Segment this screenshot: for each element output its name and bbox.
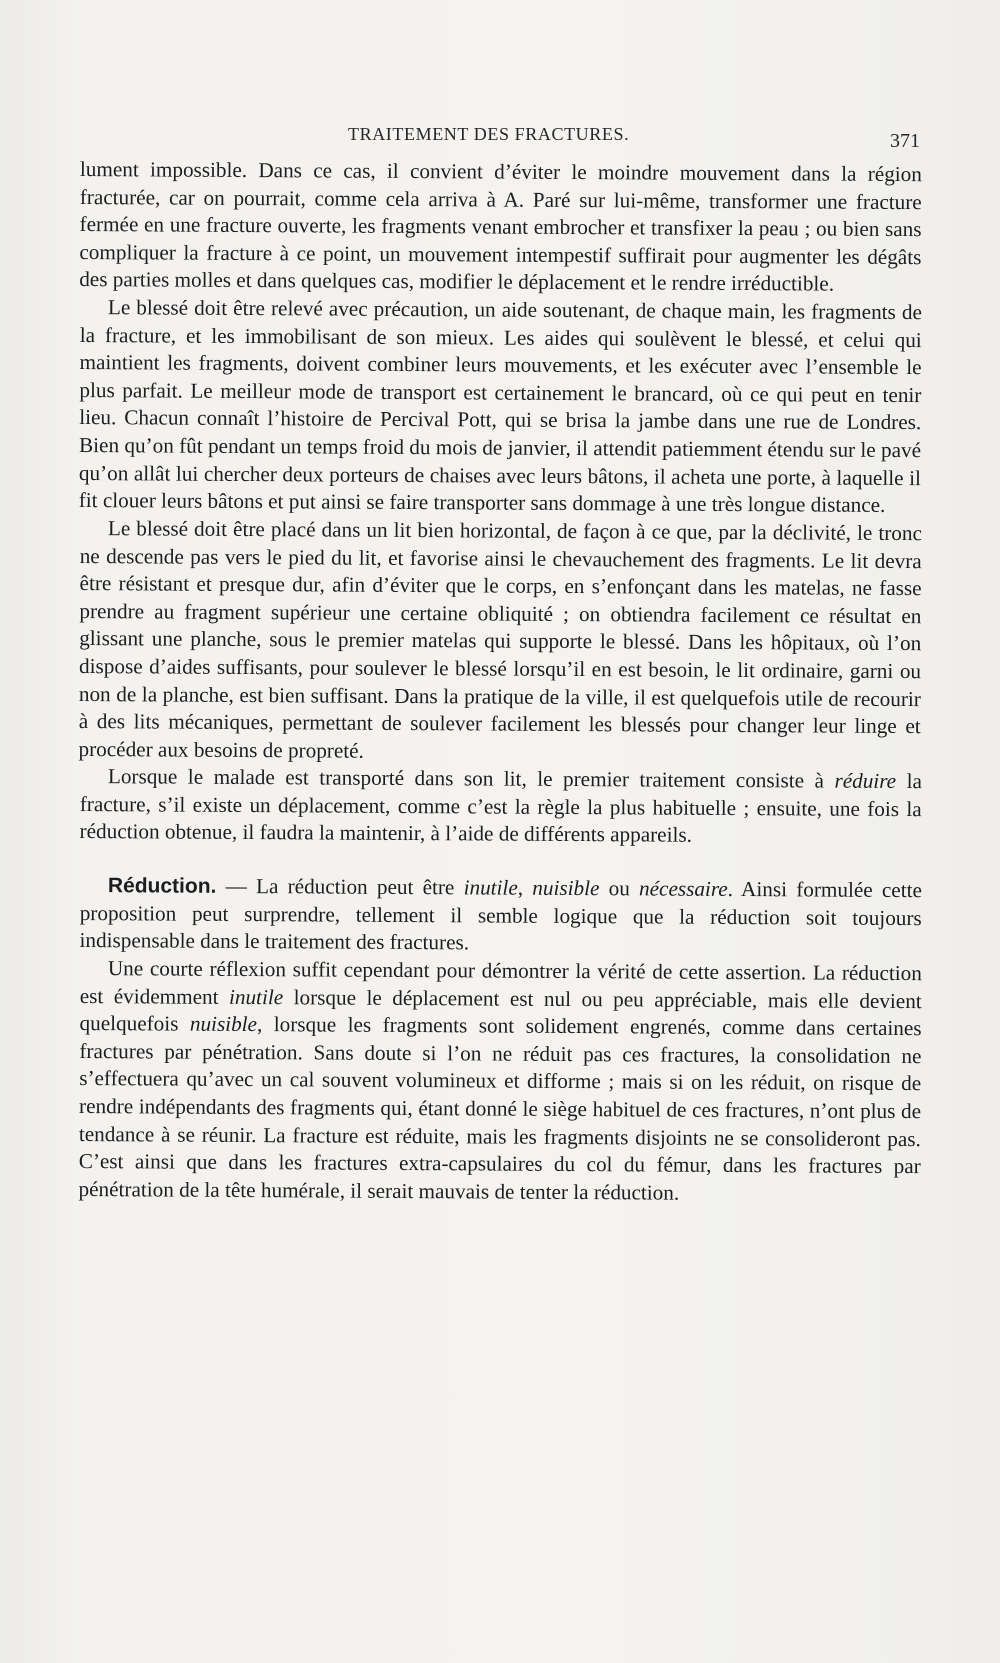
italic-term: inutile (463, 875, 518, 900)
italic-term: inutile (228, 984, 284, 1009)
paragraph-text: Le blessé doit être placé dans un lit bien horizontal, de façon à ce que, par la déclivité, le tronc ne descende pas vers le pied du lit, et favorise ainsi le chevauchement des fragments. Le lit devra être résistant et presque dur, afin d’éviter que le corps, en s’enfonçant dans les matelas, ne fasse prendre au fragment supérieur une certaine obliquité ; on obtiendra facilement ce résultat en glissant une planche, sous le premier matelas qui supporte le blessé. Dans les hôpitaux, où l’on dispose d’aides suffisants, pour soulever le blessé lorsqu’il en est besoin, le lit ordinaire, garni ou non de la planche, est bien suffisant. Dans la pratique de la ville, il est quelquefois utile de recourir à des lits mécaniques, permettant de soulever facilement les blessés pour changer leur linge et procéder aux besoins de propreté. (78, 515, 922, 763)
text-run: ou (599, 876, 640, 901)
text-run: , (517, 875, 533, 900)
text-run: lorsque le déplacement est nul ou peu appréciable, mais elle devient quelquefois (79, 984, 922, 1036)
text-run: — La réduction peut être (216, 873, 464, 900)
paragraph-continuation (79, 156, 922, 299)
italic-term: réduire (834, 768, 897, 794)
text-run: Lorsque le malade est transporté dans son lit, le premier traitement consiste à (107, 764, 835, 793)
section-heading: Réduction. (107, 874, 217, 898)
running-head (0, 124, 1000, 154)
paragraph-bed (78, 515, 922, 768)
text-run: , lorsque les fragments sont solidement engrenés, comme dans certaines fractures par pénétration. Sans doute si l’on ne réduit pas ces fractures, la consolidation ne s’effectuera qu’avec un cal souvent volumineux et difforme ; mais si on les réduit, on risque de rendre indépendants des fragments qui, étant donné le siège habituel de ces fractures, n’ont plus de tendance à se réunir. La fracture est réduite, mais les fragments disjoints ne se consolideront pas. C’est ainsi que dans les fractures extra-capsulaires du col du fémur, dans les fractures par pénétration de la tête humérale, il serait mauvais de tenter la réduction. (78, 1011, 922, 1205)
text-run: la fracture, s’il existe un déplacement, comme c’est la règle la plus habituelle ; ensuite, une fois la réduction obtenue, il faudra la maintenir, à l’aide de différents appareils. (79, 769, 922, 847)
running-title: TRAITEMENT DES FRACTURES. (348, 124, 630, 144)
page-number: 371 (890, 130, 920, 152)
text-run: Une courte réflexion suffit cependant pour démontrer la vérité de cette assertion. La réduction est évidemment (79, 955, 922, 1009)
paragraph-reduction-heading (79, 872, 921, 960)
body-text (80, 156, 922, 1203)
italic-term: nécessaire (639, 876, 728, 901)
italic-term: nuisible (532, 875, 600, 901)
paragraph-reflection (78, 955, 922, 1208)
paragraph-transport (79, 294, 922, 520)
paragraph-text: Le blessé doit être relevé avec précaution, un aide soutenant, de chaque main, les fragments de la fracture, et les immobilisant de son mieux. Les aides qui soulèvent le blessé, et celui qui maintient les fragments, doivent combiner leurs mouvements, et les exécuter avec l’ensemble le plus parfait. Le meilleur mode de transport est certainement le brancard, où ce qui peut en tenir lieu. Chacun connaît l’histoire de Percival Pott, qui se brisa la jambe dans une rue de Londres. Bien qu’on fût pendant un temps froid du mois de janvier, il attendit patiemment étendu sur le pavé qu’on allât lui chercher deux porteurs de chaises avec leurs bâtons, il acheta une porte, à laquelle il fit clouer leurs bâtons et put ainsi se faire transporter sans dommage à une très longue distance. (78, 295, 922, 518)
paragraph-treatment (79, 763, 921, 851)
paragraph-text: lument impossible. Dans ce cas, il convient d’éviter le moindre mouvement dans la région fracturée, car on pourrait, comme cela arriva à A. Paré sur lui-même, transformer une fracture fermée en une fracture ouverte, les fragments venant embrocher et transfixer la peau ; ou bien sans compliquer la fracture à ce point, un mouvement intempestif suffirait pour augmenter les dégâts des parties molles et dans quelques cas, modifier le déplacement et le rendre irréductible. (79, 156, 922, 296)
italic-term: nuisible (189, 1011, 258, 1036)
text-run: . Ainsi formulée cette proposition peut surprendre, tellement il semble logique que la réduction soit toujours indispensable dans le traitement des fractures. (79, 876, 923, 955)
